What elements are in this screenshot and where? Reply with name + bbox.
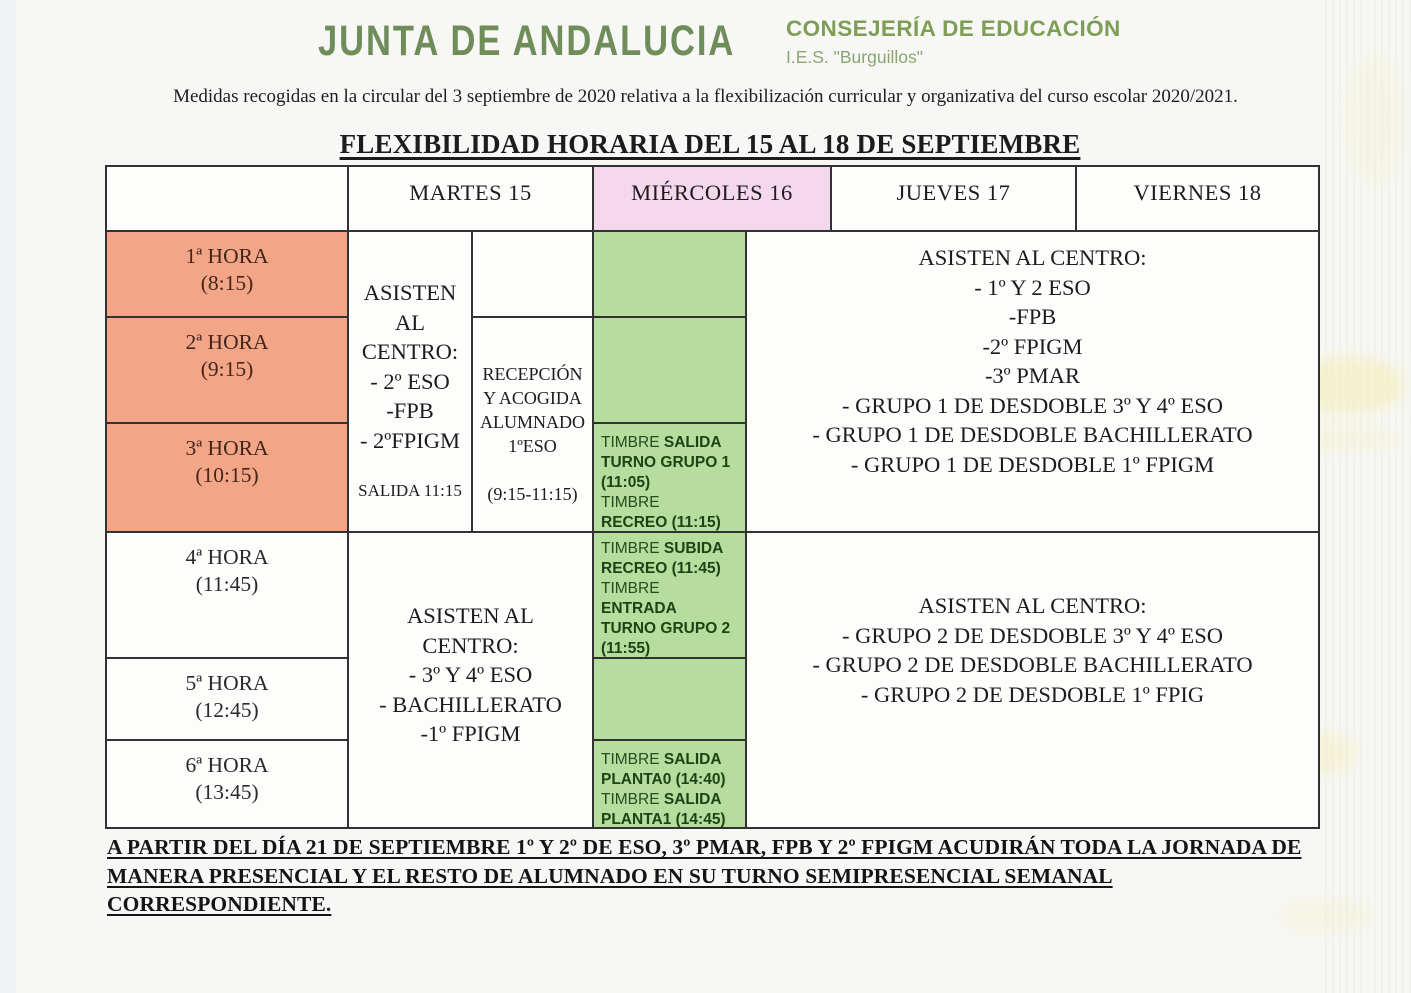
cell-hora-2: 2ª HORA (9:15) <box>105 316 349 424</box>
cell-hora-4: 4ª HORA (11:45) <box>105 531 349 659</box>
cell-jueves-viernes-afternoon: ASISTEN AL CENTRO: - GRUPO 2 DE DESDOBLE 3º Y 4º ESO - GRUPO 2 DE DESDOBLE BACHILLERATO - GRUPO 2 DE DESDOBLE 1º FPIG <box>745 531 1320 829</box>
cell-miercoles-row1 <box>592 230 747 318</box>
schedule-table <box>105 165 1320 829</box>
header-viernes: VIERNES 18 <box>1075 165 1320 232</box>
header-jueves: JUEVES 17 <box>830 165 1077 232</box>
cell-miercoles-row5 <box>592 657 747 741</box>
cell-martes-morning <box>347 230 473 533</box>
cell-hora-1: 1ª HORA (8:15) <box>105 230 349 318</box>
header-martes: MARTES 15 <box>347 165 594 232</box>
footer-note-line1: A PARTIR DEL DÍA 21 DE SEPTIEMBRE 1º Y 2º DE ESO, 3º PMAR, FPB Y 2º FPIGM ACUDIRÁN TODA LA JORNADA DE <box>107 835 1302 859</box>
cell-timbre-salida-turno1: TIMBRE SALIDA TURNO GRUPO 1 (11:05) TIMBRE RECREO (11:15) <box>592 422 747 533</box>
martes-salida-note: SALIDA 11:15 <box>358 481 462 500</box>
school-name: I.E.S. "Burguillos" <box>786 47 923 67</box>
circular-subtitle: Medidas recogidas en la circular del 3 septiembre de 2020 relativa a la flexibilización curricular y organizativa del curso escolar 2020/2021. <box>173 86 1238 107</box>
cell-hora-3: 3ª HORA (10:15) <box>105 422 349 533</box>
cell-timbre-salida-plantas: TIMBRE SALIDA PLANTA0 (14:40) TIMBRE SALIDA PLANTA1 (14:45) <box>592 739 747 829</box>
page-title: FLEXIBILIDAD HORARIA DEL 15 AL 18 DE SEPTIEMBRE <box>339 129 1081 159</box>
cell-jueves-viernes-morning: ASISTEN AL CENTRO: - 1º Y 2 ESO -FPB -2º FPIGM -3º PMAR - GRUPO 1 DE DESDOBLE 3º Y 4º ESO - GRUPO 1 DE DESDOBLE BACHILLERATO - GRUPO 1 DE DESDOBLE 1º FPIGM <box>745 230 1320 533</box>
consejeria-heading: CONSEJERÍA DE EDUCACIÓN <box>786 16 1121 41</box>
scan-artifact-yellow-blob <box>1345 55 1405 185</box>
cell-hora-6: 6ª HORA (13:45) <box>105 739 349 829</box>
cell-recepcion-acogida: RECEPCIÓN Y ACOGIDA ALUMNADO 1ºESO (9:15-11:15) <box>471 316 594 533</box>
martes-morning-text: ASISTEN AL CENTRO: - 2º ESO -FPB - 2ºFPIGM <box>359 280 461 453</box>
footer-note <box>107 833 1332 919</box>
cell-martes-afternoon: ASISTEN AL CENTRO: - 3º Y 4º ESO - BACHILLERATO -1º FPIGM <box>347 531 594 829</box>
cell-martes-empty <box>471 230 594 318</box>
junta-de-andalucia-logo: JUNTA DE ANDALUCIA <box>318 16 736 65</box>
cell-miercoles-row2 <box>592 316 747 424</box>
cell-timbre-subida-turno2: TIMBRE SUBIDA RECREO (11:45) TIMBRE ENTRADA TURNO GRUPO 2 (11:55) <box>592 531 747 659</box>
header-corner-cell <box>105 165 349 232</box>
header-miercoles: MIÉRCOLES 16 <box>592 165 832 232</box>
footer-note-line2: MANERA PRESENCIAL Y EL RESTO DE ALUMNADO EN SU TURNO SEMIPRESENCIAL SEMANAL CORRESPONDIENTE. <box>107 863 1113 916</box>
cell-hora-5: 5ª HORA (12:45) <box>105 657 349 741</box>
